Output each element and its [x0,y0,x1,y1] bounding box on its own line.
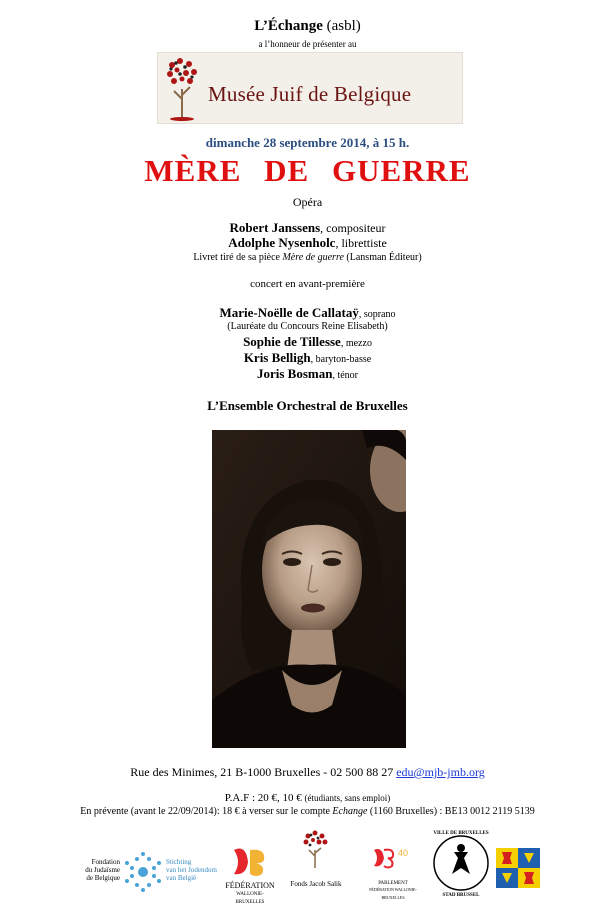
stad-label: STAD BRUSSEL [442,893,480,898]
cast-line [0,350,615,366]
cast-role: , mezzo [340,338,372,349]
livret-suffix: (Lansman Éditeur) [343,252,422,263]
prevente-account: Echange [332,806,368,817]
event-genre: Opéra [292,195,323,209]
organizer-name: L’Échange [254,18,323,34]
portrait-image [212,430,406,748]
paf-price: P.A.F : 20 €, 10 € [224,792,305,804]
address-text: Rue des Minimes, 21 B-1000 Bruxelles - 02 500 88 27 [130,765,397,779]
paf-note: (étudiants, sans emploi) [304,793,391,803]
cast-line [0,305,615,321]
credit-name: Robert Janssens [229,220,321,235]
prevente-line [0,806,615,817]
ensemble-name: L’Ensemble Orchestral de Bruxelles [207,398,408,413]
cast-name: Marie-Noëlle de Callataÿ [219,305,359,320]
address-line [0,765,615,780]
honneur-line: a l’honneur de présenter au [258,39,357,49]
federation-logo-icon [232,846,268,878]
cast-note: (Lauréate du Concours Reine Elisabeth) [227,321,388,332]
ville-label: VILLE DE BRUXELLES [433,831,489,836]
livret-line [0,252,615,263]
credit-role: , compositeur [320,221,386,235]
livret-work: Mère de guerre [282,252,344,263]
tree-logo-icon [162,55,202,121]
ville-bruxelles-seal-icon [432,834,490,892]
region-flag-icon [496,848,540,888]
cast-name: Joris Bosman [256,366,333,381]
parlement-logo-icon [370,844,414,878]
fonds-label: Fonds Jacob Salik [290,880,342,888]
organizer-line [0,18,615,35]
prevente-prefix: En prévente (avant le 22/09/2014): 18 € à verser sur le compte [80,806,333,817]
sponsor-logos [0,830,615,919]
parlement-sublabel: FÉDÉRATION WALLONIE-BRUXELLES [369,887,417,900]
portrait-photo [212,430,406,748]
cast-name: Sophie de Tillesse [243,334,341,349]
cast-line [0,366,615,382]
organizer-suffix: (asbl) [326,18,361,34]
email-link[interactable]: edu@mjb-jmb.org [396,765,485,779]
event-title: MÈRE DE GUERRE [144,153,471,188]
credit-role: , librettiste [335,236,387,250]
paf-line [0,792,615,804]
cast-role: , ténor [332,370,359,381]
credit-line [0,220,615,236]
star-of-david-icon [121,850,165,894]
cast-role: , soprano [358,309,396,320]
cast-role: , baryton-basse [310,354,372,365]
parlement-label: PARLEMENT [378,881,408,886]
credit-name: Adolphe Nysenholc [228,235,336,250]
fondation-label: Fondation du Judaïsme de Belgique [85,858,120,882]
fonds-tree-icon [300,830,330,870]
prevente-suffix: (1160 Bruxelles) : BE13 0012 2119 5139 [367,806,535,817]
svg-text:40: 40 [398,848,409,858]
cast-name: Kris Belligh [243,350,311,365]
concert-note: concert en avant-première [250,278,365,290]
federation-label: FÉDÉRATION [225,881,275,890]
museum-name: Musée Juif de Belgique [208,82,412,106]
cast-line [0,334,615,350]
livret-prefix: Livret tiré de sa pièce [193,252,283,263]
credit-line [0,235,615,251]
event-date: dimanche 28 septembre 2014, à 15 h. [205,135,410,150]
federation-sublabel: WALLONIE-BRUXELLES [235,892,265,905]
museum-banner [157,52,463,124]
stichting-label: Stichting van het Jodendom van België [166,858,217,882]
